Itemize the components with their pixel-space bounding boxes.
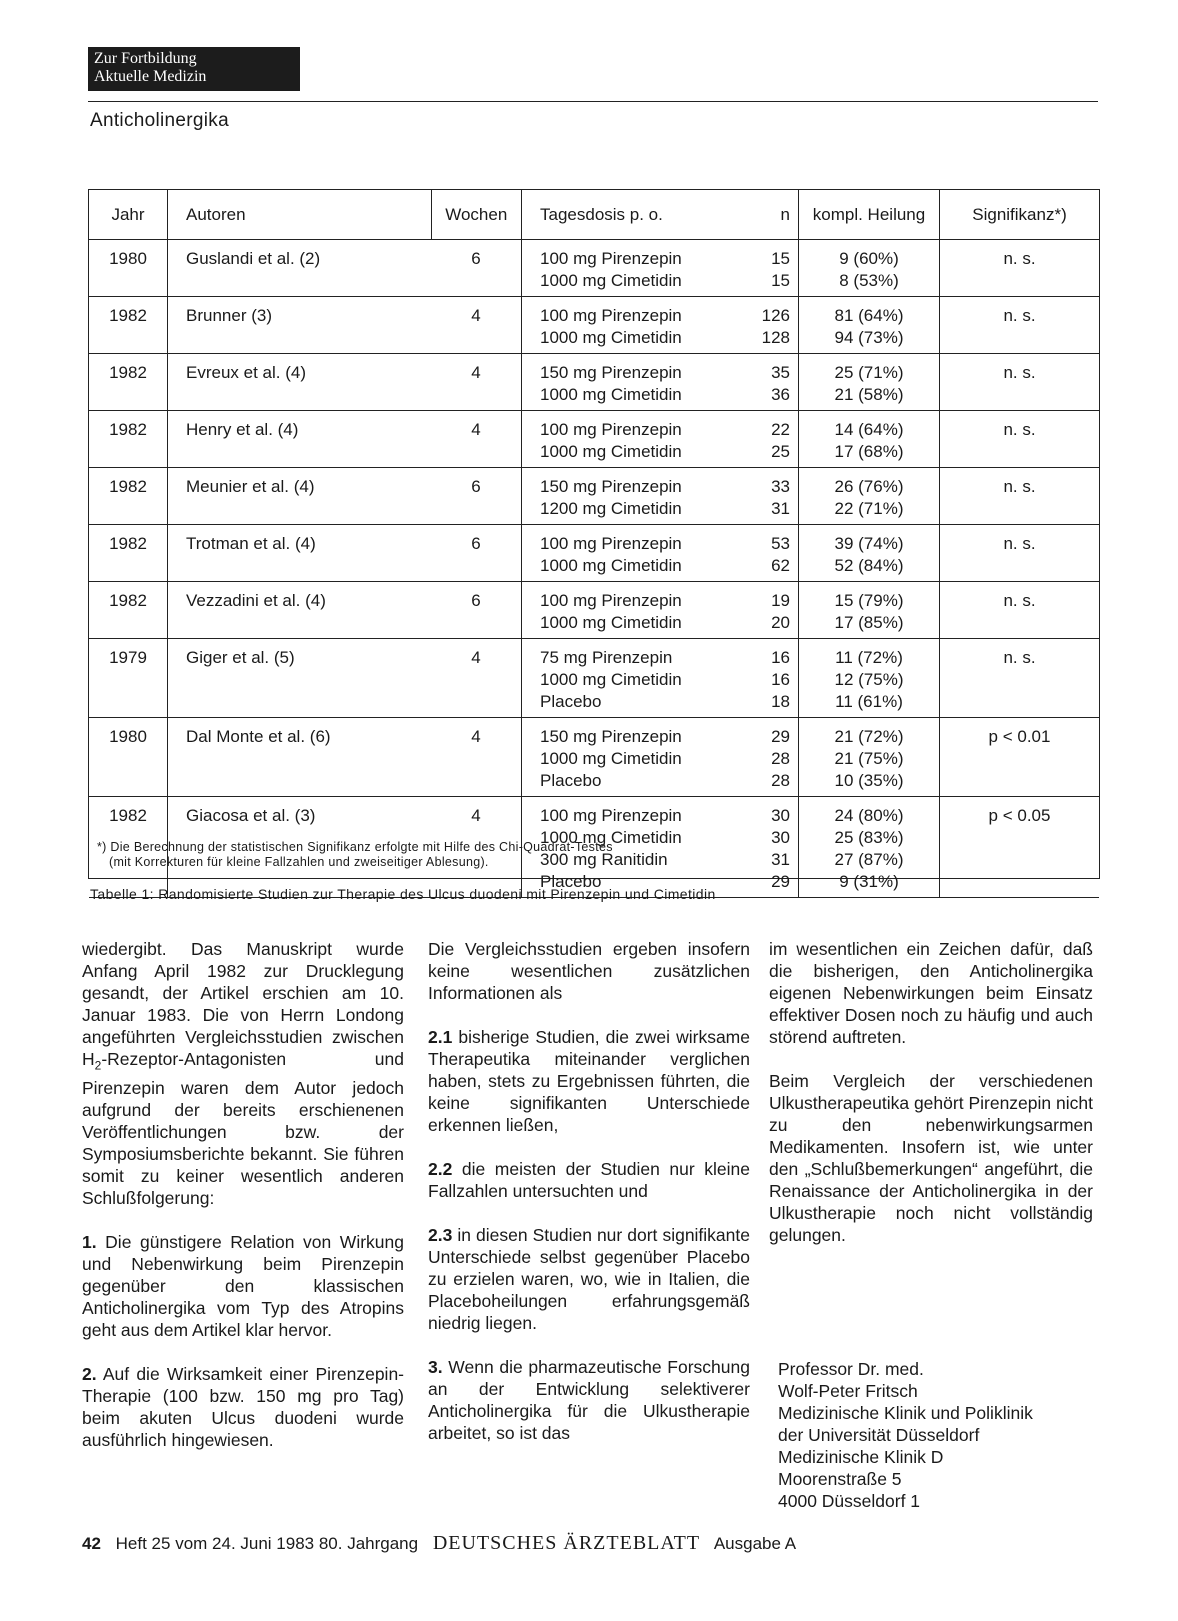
cell-dose-line: 1200 mg Cimetidin — [540, 499, 682, 518]
paragraph: im wesentlichen ein Zeichen dafür, daß die bisherigen, den Anticholinergika eigenen Nebenwirkungen beim Einsatz effektiver Dosen noch zu häufig und auch störend auftreten. — [769, 939, 1093, 1047]
cell-healing-line: 21 (58%) — [834, 385, 904, 404]
cell-significance-line: n. s. — [1003, 648, 1036, 667]
cell-dose-line: 1000 mg Cimetidin — [540, 749, 682, 768]
paragraph: Die Vergleichsstudien ergeben insofern keine wesentlichen zusätzlichen Informationen als — [428, 939, 750, 1003]
cell-dose-line: 1000 mg Cimetidin — [540, 613, 682, 632]
cell-year-line: 1982 — [109, 806, 147, 825]
text-run: die meisten der Studien nur kleine Fallzahlen untersuchten und — [428, 1159, 750, 1201]
cell-dose-line: 150 mg Pirenzepin — [540, 477, 682, 496]
cell-weeks — [431, 582, 522, 639]
cell-healing-line: 39 (74%) — [834, 534, 904, 553]
cell-dose-line: 1000 mg Cimetidin — [540, 828, 682, 847]
cell-healing-line: 24 (80%) — [834, 806, 904, 825]
cell-n-line: 18 — [771, 692, 790, 711]
cell-year-line: 1980 — [109, 727, 147, 746]
cell-year — [89, 718, 168, 797]
address-line: Professor Dr. med. — [778, 1359, 924, 1379]
cell-significance — [940, 354, 1100, 411]
cell-n-line: 128 — [761, 328, 790, 347]
paragraph — [428, 1356, 750, 1444]
cell-year — [89, 468, 168, 525]
cell-n-line: 29 — [771, 872, 790, 891]
cell-weeks-line: 4 — [471, 363, 481, 382]
cell-n-line: 22 — [771, 420, 790, 439]
text-run: Die günstigere Relation von Wirkung und Nebenwirkung beim Pirenzepin gegenüber den klassischen Anticholinergika vom Typ des Atropins geht aus dem Artikel klar hervor. — [82, 1231, 404, 1340]
paragraph — [428, 1158, 750, 1202]
cell-dose-line: 1000 mg Cimetidin — [540, 271, 682, 290]
cell-n-line: 62 — [771, 556, 790, 575]
cell-n-line: 35 — [771, 363, 790, 382]
header-significance: Signifikanz*) — [940, 190, 1100, 240]
page-footer — [82, 1532, 796, 1555]
text-column-1 — [82, 938, 404, 1473]
cell-authors-line: Vezzadini et al. (4) — [186, 591, 326, 610]
address-line: der Universität Düsseldorf — [778, 1425, 980, 1445]
cell-weeks-line: 6 — [471, 591, 481, 610]
cell-n-line: 36 — [771, 385, 790, 404]
cell-dose-line: Placebo — [540, 872, 602, 891]
cell-n-line: 126 — [761, 306, 790, 325]
cell-healing-line: 11 (72%) — [835, 648, 903, 667]
footnote-line1: *) Die Berechnung der statistischen Signifikanz erfolgte mit Hilfe des Chi-Quadrat-Testes — [97, 840, 613, 854]
table-row — [89, 468, 1099, 525]
header-year: Jahr — [89, 190, 168, 240]
cell-year-line: 1979 — [109, 648, 147, 667]
cell-significance — [940, 468, 1100, 525]
cell-authors-line: Dal Monte et al. (6) — [186, 727, 331, 746]
cell-healing-line: 21 (72%) — [834, 727, 904, 746]
cell-healing — [799, 582, 940, 639]
cell-dose — [522, 411, 736, 468]
cell-year-line: 1982 — [109, 363, 147, 382]
cell-weeks-line: 4 — [471, 727, 481, 746]
cell-authors — [168, 468, 432, 525]
cell-healing-line: 27 (87%) — [834, 850, 904, 869]
cell-n-line: 31 — [771, 850, 790, 869]
text-column-3 — [769, 938, 1093, 1268]
cell-dose-line: 150 mg Pirenzepin — [540, 363, 682, 382]
edition: Ausgabe A — [713, 1534, 797, 1553]
paragraph — [428, 1224, 750, 1334]
cell-n-line: 15 — [771, 271, 790, 290]
cell-dose — [522, 525, 736, 582]
footnote-line2: (mit Korrekturen für kleine Fallzahlen und zweiseitiger Ablesung). — [109, 855, 489, 869]
cell-weeks — [431, 411, 522, 468]
cell-authors — [168, 582, 432, 639]
cell-weeks-line: 6 — [471, 249, 481, 268]
cell-weeks-line: 4 — [471, 648, 481, 667]
cell-significance — [940, 582, 1100, 639]
cell-weeks-line: 4 — [471, 806, 481, 825]
cell-authors-line: Giger et al. (5) — [186, 648, 295, 667]
cell-year — [89, 240, 168, 297]
cell-significance-line: n. s. — [1003, 591, 1036, 610]
cell-year-line: 1982 — [109, 591, 147, 610]
table-header-row — [89, 190, 1099, 240]
cell-authors — [168, 718, 432, 797]
cell-significance-line: p < 0.01 — [988, 727, 1051, 746]
cell-healing-line: 22 (71%) — [834, 499, 904, 518]
cell-n — [735, 525, 799, 582]
cell-significance — [940, 525, 1100, 582]
cell-healing-line: 15 (79%) — [834, 591, 904, 610]
cell-n-line: 25 — [771, 442, 790, 461]
cell-authors — [168, 411, 432, 468]
item-number: 3. — [428, 1357, 443, 1377]
address-line: 4000 Düsseldorf 1 — [778, 1491, 921, 1511]
item-number: 1. — [82, 1231, 97, 1252]
header-healing: kompl. Heilung — [799, 190, 940, 240]
cell-year-line: 1982 — [109, 306, 147, 325]
cell-healing-line: 52 (84%) — [834, 556, 904, 575]
cell-n-line: 16 — [771, 648, 790, 667]
cell-healing-line: 9 (60%) — [839, 249, 899, 268]
cell-healing — [799, 297, 940, 354]
table-row — [89, 582, 1099, 639]
address-line: Moorenstraße 5 — [778, 1469, 902, 1489]
cell-n-line: 30 — [771, 806, 790, 825]
cell-dose-line: 100 mg Pirenzepin — [540, 306, 682, 325]
table-row — [89, 411, 1099, 468]
paragraph: Beim Vergleich der verschiedenen Ulkustherapeutika gehört Pirenzepin nicht zu den nebenwirkungsarmen Medikamenten. Insofern ist, wie unter den „Schlußbemerkungen“ angeführt, die Renaissance der Anticholinergika in der Ulkustherapie noch nicht vollständig gelungen. — [769, 1071, 1093, 1245]
cell-healing — [799, 468, 940, 525]
cell-dose-line: 1000 mg Cimetidin — [540, 670, 682, 689]
cell-year — [89, 411, 168, 468]
cell-dose-line: 100 mg Pirenzepin — [540, 534, 682, 553]
cell-dose — [522, 718, 736, 797]
cell-dose-line: 1000 mg Cimetidin — [540, 328, 682, 347]
cell-year-line: 1982 — [109, 534, 147, 553]
cell-significance — [940, 297, 1100, 354]
table-row — [89, 297, 1099, 354]
cell-year — [89, 354, 168, 411]
cell-authors-line: Guslandi et al. (2) — [186, 249, 321, 268]
cell-dose — [522, 354, 736, 411]
cell-n — [735, 582, 799, 639]
page-number: 42 — [82, 1534, 101, 1553]
cell-authors — [168, 297, 432, 354]
cell-n — [735, 354, 799, 411]
address-line: Medizinische Klinik und Poliklinik — [778, 1403, 1033, 1423]
cell-authors — [168, 639, 432, 718]
cell-authors-line: Evreux et al. (4) — [186, 363, 306, 382]
cell-weeks — [431, 525, 522, 582]
cell-n-line: 15 — [771, 249, 790, 268]
cell-significance-line: n. s. — [1003, 477, 1036, 496]
cell-year-line: 1982 — [109, 420, 147, 439]
cell-healing-line: 25 (71%) — [834, 363, 904, 382]
cell-weeks-line: 6 — [471, 534, 481, 553]
header-n: n — [735, 190, 799, 240]
cell-authors — [168, 525, 432, 582]
item-number: 2.3 — [428, 1225, 453, 1245]
cell-n — [735, 297, 799, 354]
cell-significance — [940, 718, 1100, 797]
cell-n-line: 16 — [771, 670, 790, 689]
cell-n — [735, 639, 799, 718]
issue-info: Heft 25 vom 24. Juni 1983 80. Jahrgang — [115, 1534, 419, 1553]
cell-healing — [799, 240, 940, 297]
cell-weeks — [431, 297, 522, 354]
header-rule — [88, 101, 1098, 102]
cell-healing — [799, 411, 940, 468]
cell-n — [735, 240, 799, 297]
cell-significance-line: p < 0.05 — [988, 806, 1051, 825]
cell-healing-line: 14 (64%) — [834, 420, 904, 439]
cell-weeks-line: 4 — [471, 306, 481, 325]
cell-dose — [522, 240, 736, 297]
text-column-2 — [428, 938, 750, 1466]
cell-year — [89, 525, 168, 582]
cell-dose-line: 300 mg Ranitidin — [540, 850, 668, 869]
table-row — [89, 240, 1099, 297]
section-label-line2: Aktuelle Medizin — [94, 68, 207, 85]
address-line: Wolf-Peter Fritsch — [778, 1381, 918, 1401]
cell-weeks-line: 6 — [471, 477, 481, 496]
cell-healing-line: 8 (53%) — [839, 271, 899, 290]
cell-healing-line: 12 (75%) — [834, 670, 904, 689]
paragraph — [428, 1026, 750, 1136]
cell-significance-line: n. s. — [1003, 249, 1036, 268]
cell-n-line: 20 — [771, 613, 790, 632]
cell-healing — [799, 525, 940, 582]
table-row — [89, 525, 1099, 582]
table-row — [89, 718, 1099, 797]
header-weeks: Wochen — [431, 190, 522, 240]
cell-n-line: 53 — [771, 534, 790, 553]
cell-year — [89, 297, 168, 354]
cell-significance-line: n. s. — [1003, 420, 1036, 439]
cell-weeks — [431, 718, 522, 797]
text-run: bisherige Studien, die zwei wirksame Therapeutika miteinander verglichen haben, stets zu Ergebnissen führten, die keine signifikanten Unterschiede erkennen ließen, — [428, 1027, 750, 1135]
cell-healing-line: 11 (61%) — [835, 692, 903, 711]
page-heading: Anticholinergika — [90, 110, 229, 131]
cell-weeks-line: 4 — [471, 420, 481, 439]
cell-significance-line: n. s. — [1003, 363, 1036, 382]
text-run: Wenn die pharmazeutische Forschung an der Entwicklung selektiverer Anticholinergika für die Ulkustherapie arbeitet, so ist das — [428, 1357, 750, 1443]
cell-authors-line: Trotman et al. (4) — [186, 534, 316, 553]
cell-authors-line: Henry et al. (4) — [186, 420, 299, 439]
item-number: 2.1 — [428, 1027, 453, 1047]
header-dose: Tagesdosis p. o. — [522, 190, 736, 240]
cell-dose-line: Placebo — [540, 692, 602, 711]
cell-n-line: 29 — [771, 727, 790, 746]
cell-significance — [940, 411, 1100, 468]
cell-healing-line: 9 (31%) — [839, 872, 899, 891]
cell-dose-line: 150 mg Pirenzepin — [540, 727, 682, 746]
table-row — [89, 639, 1099, 718]
cell-n-line: 30 — [771, 828, 790, 847]
section-badge — [88, 47, 300, 91]
item-number: 2.2 — [428, 1159, 453, 1179]
cell-significance-line: n. s. — [1003, 306, 1036, 325]
cell-healing-line: 25 (83%) — [834, 828, 904, 847]
cell-healing — [799, 354, 940, 411]
cell-dose-line: 1000 mg Cimetidin — [540, 442, 682, 461]
cell-weeks — [431, 468, 522, 525]
cell-dose-line: 100 mg Pirenzepin — [540, 591, 682, 610]
text-run: Auf die Wirksamkeit einer Pirenzepin-Therapie (100 bzw. 150 mg pro Tag) beim akuten Ulcus duodeni wurde ausführlich hingewiesen. — [82, 1363, 404, 1450]
text-run: wiedergibt. Das Manuskript wurde Anfang April 1982 zur Drucklegung gesandt, der Artikel erschien am 10. Januar 1983. Die von Herrn Londong angeführten Vergleichsstudien zwischen H — [82, 939, 404, 1069]
text-run: -Rezeptor-Antagonisten und Pirenzepin waren dem Autor jedoch aufgrund der bereits erschienenen Veröffentlichungen bzw. der Symposiumsberichte bekannt. Sie führen somit zu keiner wesentlich anderen Schlußfolgerung: — [82, 1049, 404, 1208]
cell-authors — [168, 240, 432, 297]
cell-authors-line: Brunner (3) — [186, 306, 272, 325]
cell-n-line: 28 — [771, 749, 790, 768]
cell-significance-line: n. s. — [1003, 534, 1036, 553]
cell-year-line: 1980 — [109, 249, 147, 268]
paragraph — [82, 1363, 404, 1451]
cell-n — [735, 468, 799, 525]
cell-dose-line: 100 mg Pirenzepin — [540, 806, 682, 825]
cell-authors-line: Meunier et al. (4) — [186, 477, 315, 496]
cell-weeks — [431, 639, 522, 718]
text-run: in diesen Studien nur dort signifikante Unterschiede selbst gegenüber Placebo zu erzielen waren, wo, wie in Italien, die Placeboheilungen erfahrungsgemäß niedrig liegen. — [428, 1225, 750, 1333]
cell-healing-line: 81 (64%) — [834, 306, 904, 325]
cell-n-line: 33 — [771, 477, 790, 496]
cell-significance — [940, 639, 1100, 718]
header-authors: Autoren — [168, 190, 432, 240]
table-caption: Tabelle 1: Randomisierte Studien zur Therapie des Ulcus duodeni mit Pirenzepin und Cimetidin — [90, 886, 716, 902]
cell-dose-line: 100 mg Pirenzepin — [540, 249, 682, 268]
cell-authors — [168, 354, 432, 411]
cell-healing — [799, 797, 940, 898]
cell-dose-line: 100 mg Pirenzepin — [540, 420, 682, 439]
cell-dose-line: 1000 mg Cimetidin — [540, 556, 682, 575]
cell-n-line: 31 — [771, 499, 790, 518]
cell-dose — [522, 639, 736, 718]
cell-healing-line: 17 (68%) — [834, 442, 904, 461]
cell-healing-line: 21 (75%) — [834, 749, 904, 768]
cell-significance — [940, 240, 1100, 297]
paragraph — [82, 938, 404, 1209]
paragraph — [82, 1231, 404, 1341]
cell-weeks — [431, 240, 522, 297]
cell-healing-line: 94 (73%) — [834, 328, 904, 347]
studies-table-box — [88, 189, 1100, 891]
cell-dose — [522, 582, 736, 639]
cell-n-line: 19 — [771, 591, 790, 610]
cell-significance — [940, 797, 1100, 898]
subscript: 2 — [94, 1058, 102, 1073]
cell-dose-line: 1000 mg Cimetidin — [540, 385, 682, 404]
studies-table — [89, 190, 1099, 898]
item-number: 2. — [82, 1363, 97, 1384]
cell-n — [735, 797, 799, 898]
cell-healing — [799, 639, 940, 718]
cell-year — [89, 639, 168, 718]
cell-weeks — [431, 354, 522, 411]
cell-dose-line: Placebo — [540, 771, 602, 790]
cell-healing-line: 17 (85%) — [834, 613, 904, 632]
cell-n — [735, 718, 799, 797]
cell-year — [89, 582, 168, 639]
cell-dose-line: 75 mg Pirenzepin — [540, 648, 673, 667]
cell-n — [735, 411, 799, 468]
cell-year-line: 1982 — [109, 477, 147, 496]
author-address — [778, 1358, 1033, 1512]
table-row — [89, 354, 1099, 411]
table-footnote — [97, 840, 613, 870]
cell-dose — [522, 468, 736, 525]
journal-name: DEUTSCHES ÄRZTEBLATT — [432, 1532, 701, 1554]
cell-n-line: 28 — [771, 771, 790, 790]
address-line: Medizinische Klinik D — [778, 1447, 944, 1467]
cell-dose — [522, 297, 736, 354]
section-label-line1: Zur Fortbildung — [94, 50, 197, 67]
cell-healing-line: 10 (35%) — [834, 771, 904, 790]
cell-authors-line: Giacosa et al. (3) — [186, 806, 316, 825]
cell-healing — [799, 718, 940, 797]
cell-healing-line: 26 (76%) — [834, 477, 904, 496]
